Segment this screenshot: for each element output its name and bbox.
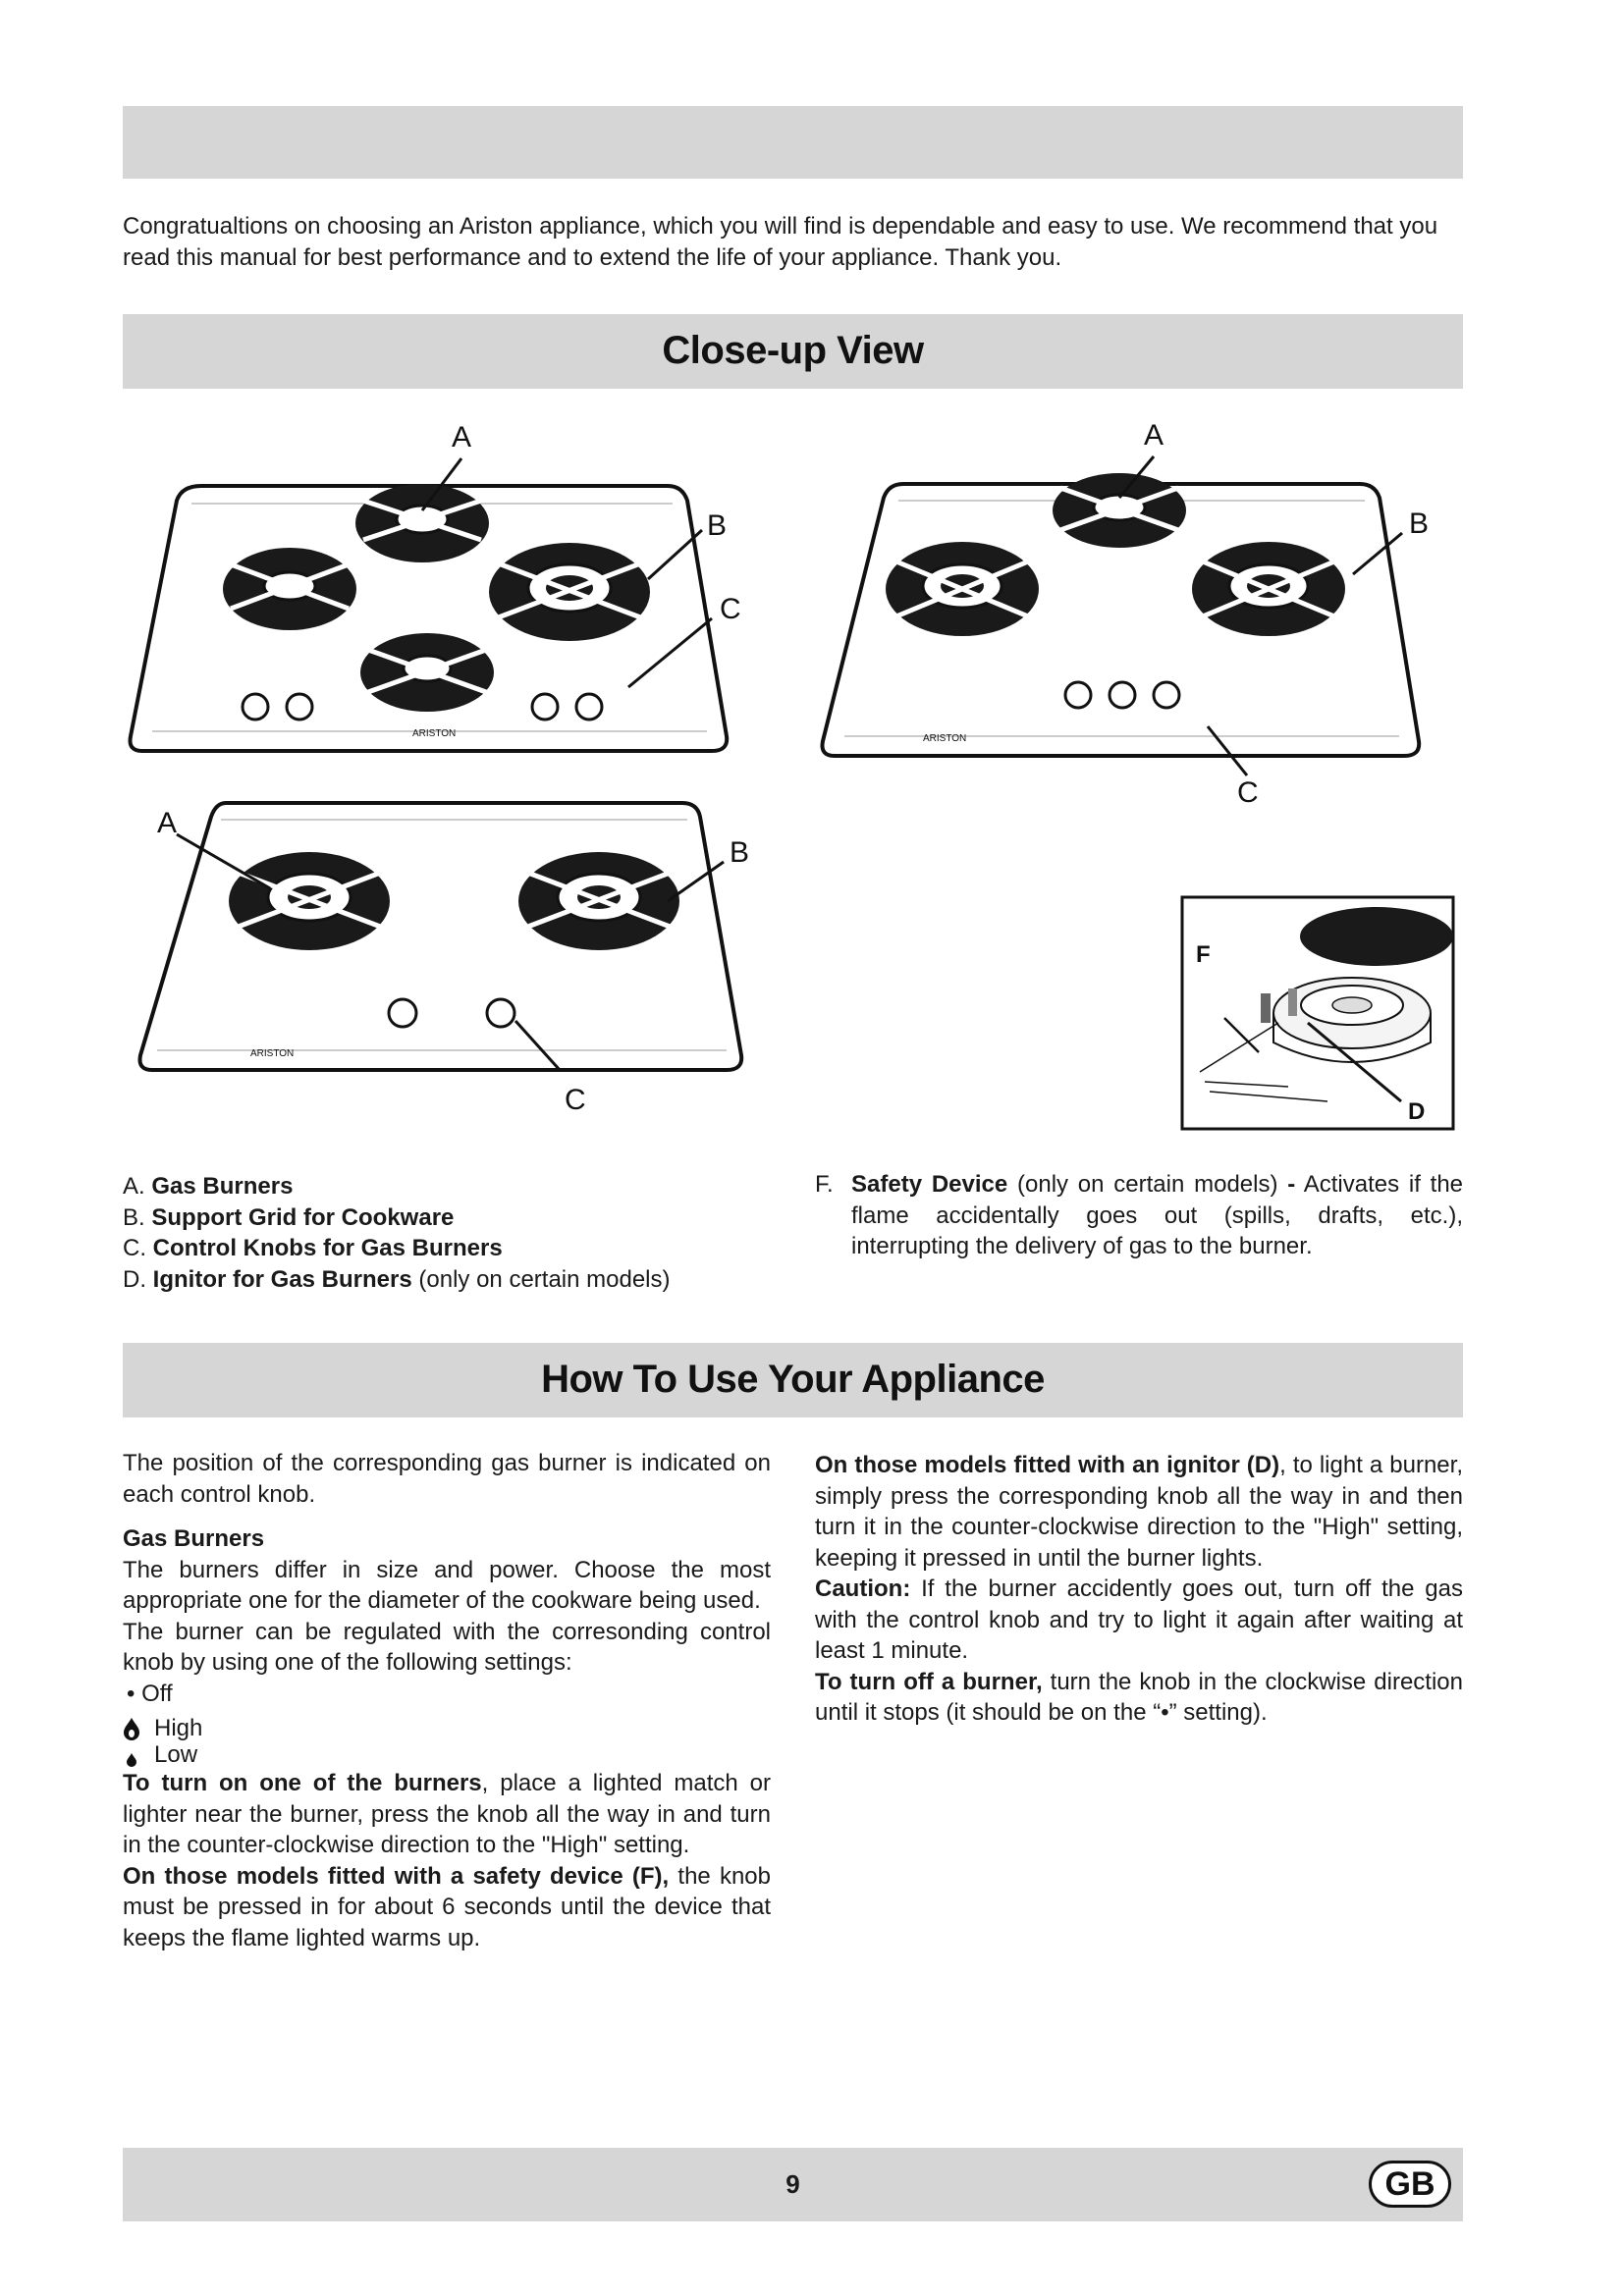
label-c: C xyxy=(565,1084,586,1116)
gas-burners-heading: Gas Burners xyxy=(123,1525,265,1552)
label-d: D xyxy=(1408,1098,1426,1125)
setting-low: Low xyxy=(123,1741,771,1768)
label-a: A xyxy=(1144,419,1164,452)
burner-icon xyxy=(489,543,650,641)
burner-icon xyxy=(229,852,390,950)
burner-icon xyxy=(1192,542,1345,636)
burner-icon xyxy=(886,542,1039,636)
flame-high-icon xyxy=(123,1717,140,1740)
closeup-title: Close-up View xyxy=(662,329,924,372)
label-a: A xyxy=(452,421,472,454)
turn-on-text: To turn on one of the burners, place a lighted match or lighter near the burner, press the knob all the way in and turn in the counter-clockwise direction to the "High" setting. xyxy=(123,1770,771,1858)
legend-item-c: C. Control Knobs for Gas Burners xyxy=(123,1235,503,1261)
label-b: B xyxy=(1409,507,1430,540)
label-a: A xyxy=(157,807,178,839)
burner-icon xyxy=(518,852,679,950)
legend-item-b: B. Support Grid for Cookware xyxy=(123,1203,455,1231)
howto-band xyxy=(123,1343,1463,1417)
burner-icon xyxy=(360,633,494,712)
flame-low-icon xyxy=(123,1743,140,1767)
burner-icon xyxy=(223,548,356,630)
legend-item-a: A. Gas Burners xyxy=(123,1173,294,1200)
hob-4-burner-diagram xyxy=(123,417,751,761)
burners-size-text: The burners differ in size and power. Choose the most appropriate one for the diameter of the cookware being used. xyxy=(123,1556,771,1614)
legend-list xyxy=(123,1171,671,1295)
legend-item-d: D. Ignitor for Gas Burners (only on certain models) xyxy=(123,1265,671,1293)
closeup-band xyxy=(123,314,1463,389)
burner-position-text: The position of the corresponding gas burner is indicated on each control knob. xyxy=(123,1450,771,1508)
howto-left-column xyxy=(123,1448,771,1953)
caution-text: Caution: If the burner accidently goes out, turn off the gas with the control knob and try to light it again after waiting at least 1 minute. xyxy=(815,1575,1463,1664)
howto-title: How To Use Your Appliance xyxy=(541,1358,1045,1401)
howto-right-column xyxy=(815,1450,1463,1729)
brand-logo-text: ARISTON xyxy=(923,733,967,744)
footer-band xyxy=(123,2148,1463,2221)
setting-off: • Off xyxy=(127,1680,173,1707)
label-c: C xyxy=(1237,776,1259,809)
country-badge: GB xyxy=(1369,2161,1451,2208)
ignitor-text: On those models fitted with an ignitor (D), to light a burner, simply press the corresponding knob all the way in and then turn it in the counter-clockwise direction to the "High" setting, keeping it pressed in until the burner lights. xyxy=(815,1452,1463,1572)
label-f: F xyxy=(1196,941,1211,968)
brand-logo-text: ARISTON xyxy=(412,728,457,739)
legend-item-f: F. Safety Device (only on certain models) - Activates if the flame accidentally goes out (spills, drafts, etc.), interrupting the delivery of gas to the burner. xyxy=(815,1171,1464,1259)
intro-text: Congratualtions on choosing an Ariston appliance, which you will find is dependable and easy to use. We recommend that you read this manual for best performance and to extend the life of your appliance. Thank you. xyxy=(123,213,1438,271)
header-band xyxy=(123,106,1463,179)
regulate-text: The burner can be regulated with the corresonding control knob by using one of the following settings: xyxy=(123,1618,771,1676)
burner-icon xyxy=(1053,473,1186,548)
safety-device-text: On those models fitted with a safety device (F), the knob must be pressed in for about 6 seconds until the device that keeps the flame lighted warms up. xyxy=(123,1862,771,1951)
brand-logo-text: ARISTON xyxy=(250,1048,295,1059)
turn-off-text: To turn off a burner, turn the knob in the clockwise direction until it stops (it should be on the “•” setting). xyxy=(815,1668,1463,1726)
hob-3-burner-diagram xyxy=(815,417,1463,810)
setting-high: High xyxy=(123,1715,771,1741)
hob-2-burner-diagram xyxy=(123,785,761,1129)
burner-icon xyxy=(355,484,489,562)
label-b: B xyxy=(730,836,750,869)
page-number: 9 xyxy=(785,2169,800,2199)
burner-detail-diagram xyxy=(1180,895,1457,1131)
label-c: C xyxy=(720,593,741,625)
label-b: B xyxy=(707,509,728,542)
